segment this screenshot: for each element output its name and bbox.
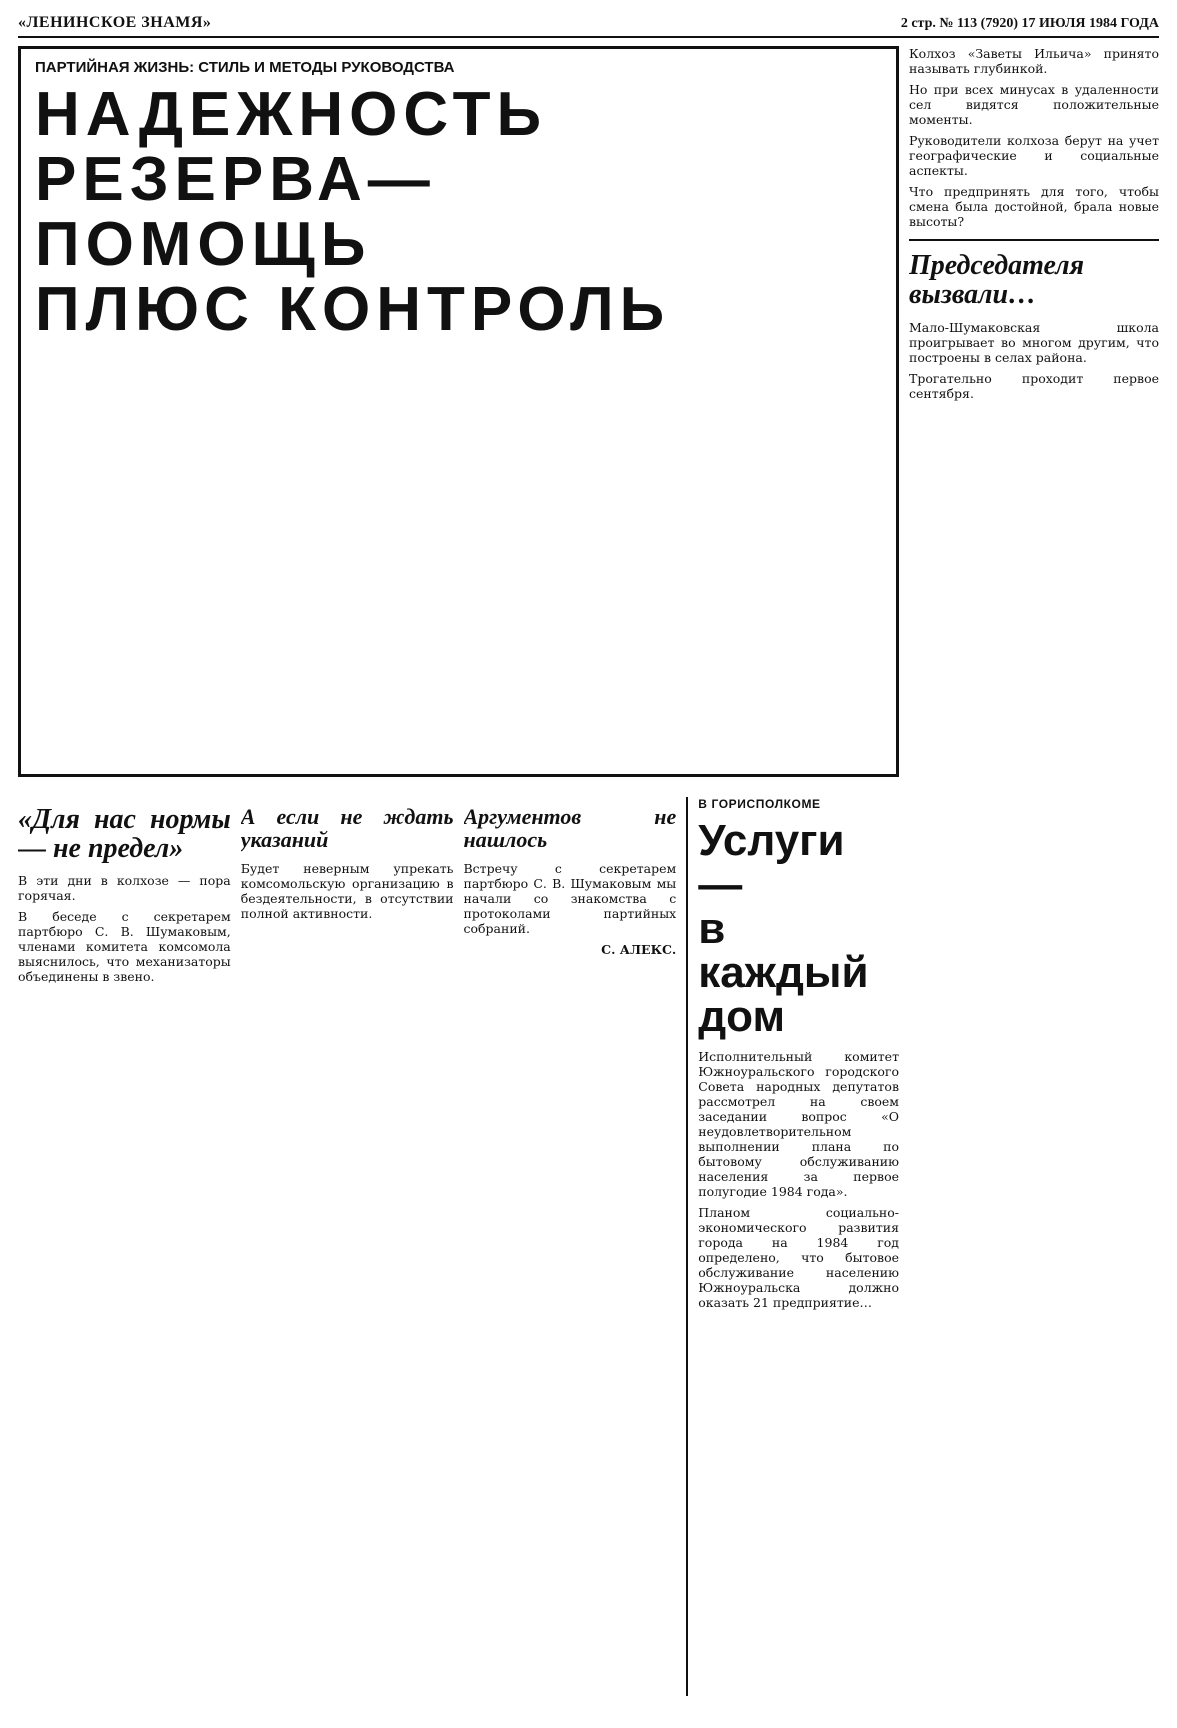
feature-title-line-3: ПОМОЩЬ [35, 210, 372, 280]
lead-snippet-3: Руководители колхоза берут на учет географические и социальные аспекты. [909, 133, 1159, 178]
column-4 [464, 797, 677, 1696]
feature-kicker: ПАРТИЙНАЯ ЖИЗНЬ: СТИЛЬ И МЕТОДЫ РУКОВОДСТВА [35, 59, 455, 76]
sidebar-title-line-1: Услуги — [698, 816, 845, 910]
masthead-left: «ЛЕНИНСКОЕ ЗНАМЯ» [18, 14, 212, 31]
section-4-title: Аргументов не нашлось [463, 803, 677, 852]
section-2-title: «Для нас нормы — не предел» [18, 803, 231, 865]
column-3 [241, 797, 454, 1696]
masthead [18, 14, 1159, 38]
sidebar-title [698, 816, 899, 1042]
sidebar-title-line-3: дом [698, 992, 786, 1042]
feature-title-line-2: РЕЗЕРВА— [35, 145, 436, 215]
divider-1 [909, 239, 1159, 241]
section-1-title: Председателя вызвали… [909, 250, 1085, 311]
lead-snippet-2: Но при всех минусах в удаленности сел видятся положительные моменты. [909, 82, 1159, 127]
section-1-snippet-2: Трогательно проходит первое сентября. [909, 370, 1159, 401]
lead-snippet-1: Колхоз «Заветы Ильича» принято называть глубинкой. [909, 46, 1159, 76]
column-1 [909, 46, 1159, 787]
section-3-title: А если не ждать указаний [240, 803, 454, 852]
section-4-snippet-1: Встречу с секретарем партбюро С. В. Шумаковым мы начали со знакомства с протоколами партийных собраний. [463, 860, 677, 936]
feature-title-line-4: ПЛЮС КОНТРОЛЬ [35, 275, 671, 345]
sidebar-snippet-1: Исполнительный комитет Южноуральского городского Совета народных депутатов рассмотрел на своем заседании вопрос «О неудовлетворительном выполнении плана по бытовому обслуживанию населения за первое полугодие 1984 года». [698, 1049, 899, 1200]
sidebar-title-line-2: в каждый [698, 904, 869, 998]
sidebar-section: В ГОРИСПОЛКОМЕ [698, 796, 821, 811]
masthead-right: 2 стр. № 113 (7920) 17 ИЮЛЯ 1984 ГОДА [900, 16, 1159, 31]
feature-box [18, 46, 899, 777]
section-2-snippet-1: В эти дни в колхозе — пора горячая. [18, 873, 231, 904]
signature: С. АЛЕКС. [601, 941, 677, 957]
lead-snippet-4: Что предпринять для того, чтобы смена была достойной, брала новые высоты? [909, 184, 1159, 229]
sidebar-snippet-2: Планом социально-экономического развития города на 1984 год определено, что бытовое обслуживание населению Южноуральска должно оказать 21 предприятие… [698, 1205, 899, 1311]
sidebar-column [686, 797, 899, 1696]
column-2 [18, 797, 231, 1696]
feature-title [35, 80, 882, 345]
section-3-snippet-1: Будет неверным упрекать комсомольскую организацию в бездеятельности, в отсутствии полной активности. [240, 860, 454, 921]
section-1-snippet-1: Мало-Шумаковская школа проигрывает во многом другим, что построены в селах района. [909, 319, 1159, 365]
page-grid [18, 46, 1159, 1696]
section-2-snippet-2: В беседе с секретарем партбюро С. В. Шумаковым, членами комитета комсомола выяснилось, что механизаторы объединены в звено. [18, 909, 231, 985]
feature-title-line-1: НАДЕЖНОСТЬ [35, 80, 548, 149]
